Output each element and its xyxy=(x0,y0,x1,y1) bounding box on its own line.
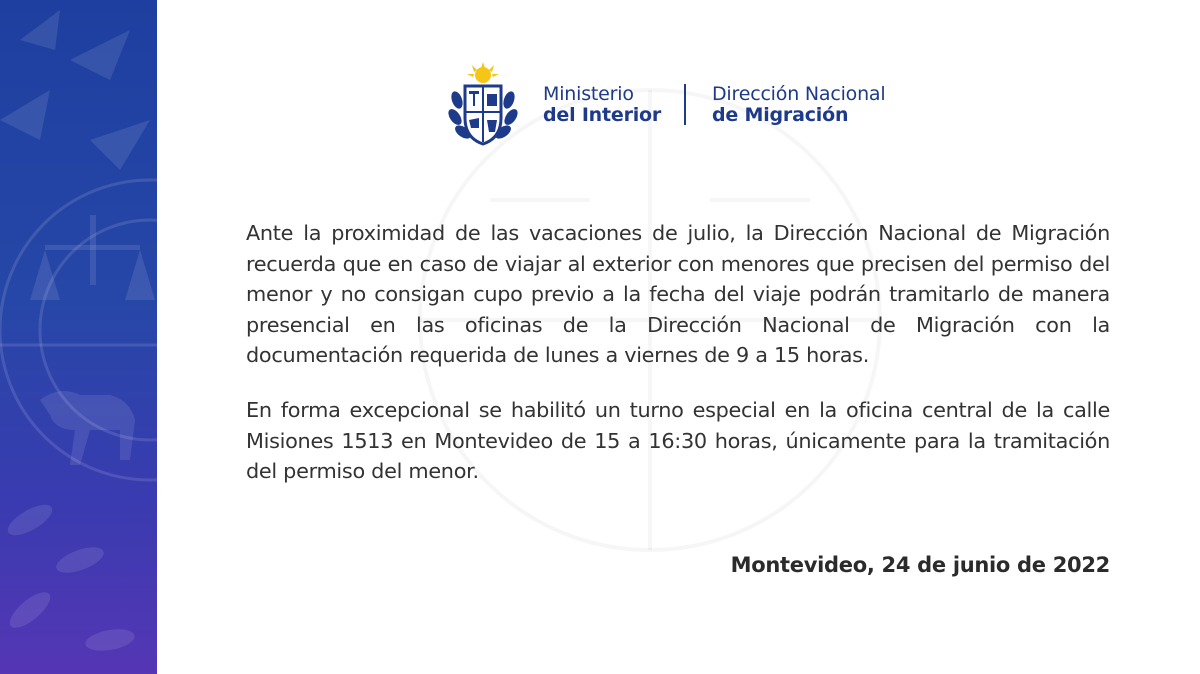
place-and-date: Montevideo, 24 de junio de 2022 xyxy=(730,553,1110,577)
directorate-name-line1: Dirección Nacional xyxy=(712,83,886,105)
band-emblem-pattern xyxy=(0,0,157,674)
announcement-paragraph-1: Ante la proximidad de las vacaciones de julio, la Dirección Nacional de Migración recuerda que en caso de viajar al exterior con menores que precisen del permiso del menor y no consigan cupo previo a la fecha del viaje podrán tramitarlo de manera presencial en las oficinas de la Dirección Nacional de Migración con la documentación requerida de lunes a viernes de 9 a 15 horas. xyxy=(246,221,1110,367)
directorate-name-line2: de Migración xyxy=(712,104,849,126)
left-decorative-band xyxy=(0,0,157,674)
header-logos xyxy=(447,62,917,152)
header-divider xyxy=(684,84,686,125)
ministry-name-line1: Ministerio xyxy=(543,83,634,105)
announcement-paragraph-2: En forma excepcional se habilitó un turno especial en la oficina central de la calle Misiones 1513 en Montevideo de 15 a 16:30 horas, únicamente para la tramitación del permiso del menor. xyxy=(246,398,1110,483)
coat-of-arms-icon xyxy=(447,62,519,148)
ministry-name-line2: del Interior xyxy=(543,104,662,126)
